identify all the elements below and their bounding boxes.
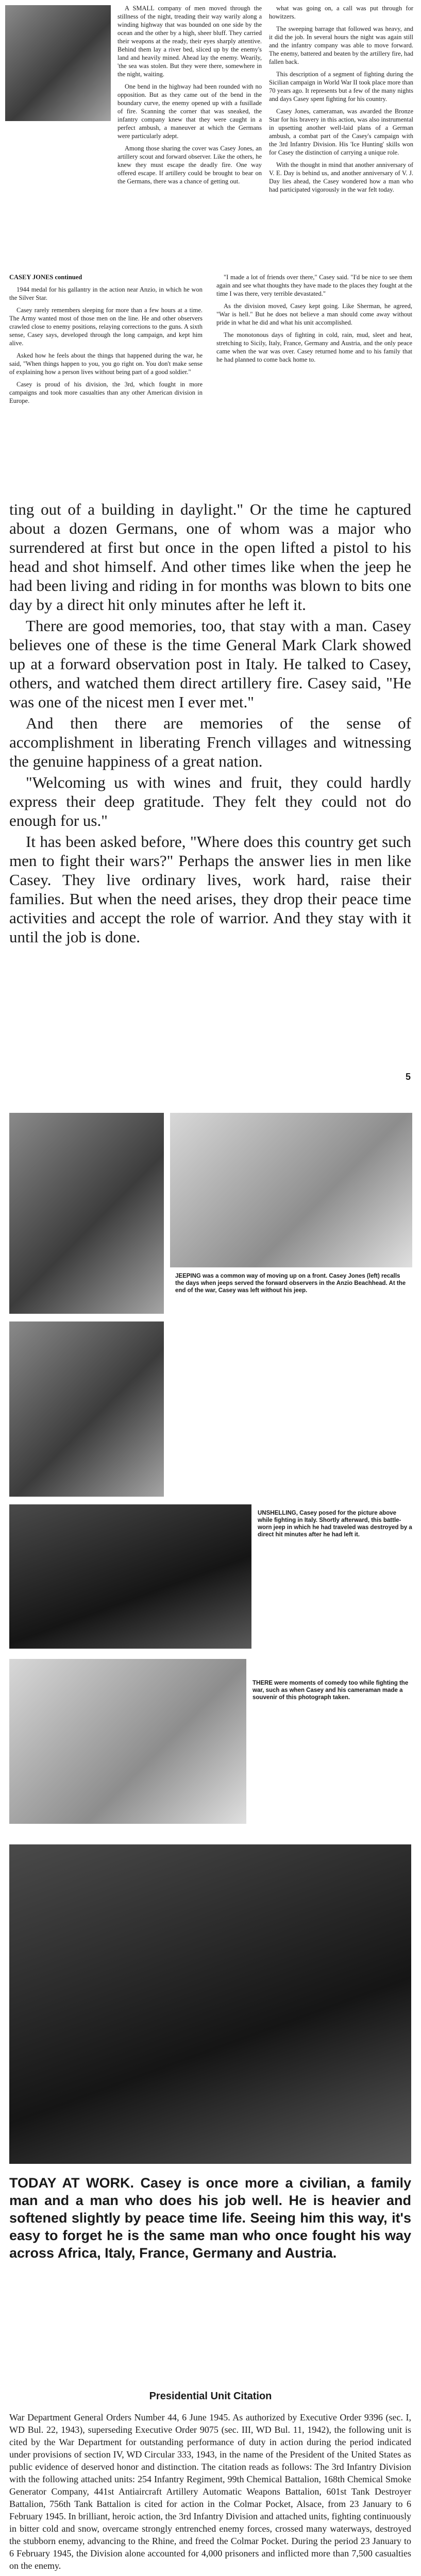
citation-body: War Department General Orders Number 44, 6 June 1945. As authorized by Executive Order 9396 (sec. I, WD Bul. 22, 1943), superseding Executive Order 9075 (sec. III, WD Bul. 11, 1942), the following unit is cited by the War Department for outstanding performance of duty in action during the period indicated under provisions of section IV, WD Circular 333, 1943, in the name of the President of the United States as public evidence of deserved honor and distinction. The citation reads as follows: The 3rd Infantry Division with the following attached units: 254 Infantry Regiment, 99th Chemical Battalion, 168th Chemical Smoke Generator Company, 441st Antiaircraft Artillery Automatic Weapons Battalion, 601st Tank Destroyer Battalion, 756th Tank Battalion is cited for action in the Colmar Pocket, Alsace, from 23 January to 6 February 1945. In brilliant, heroic action, the 3rd Infantry Division and attached units, fighting continuously in bitter cold and snow, overcame strongly entrenched enemy forces, crossed many waterways, destroyed the stubborn enemy, advancing to the Rhine, and freed the Colmar Pocket. During the period 23 January to 6 February 1945, the Division alone accounted for 4,000 prisoners and inflicted more than 7,500 casualties on the enemy. [9, 2412, 411, 2571]
paragraph: what was going on, a call was put through for howitzers. [269, 5, 413, 20]
citation-section [0, 2391, 421, 2576]
today-text: TODAY AT WORK. Casey is once more a civilian, a family man and a man who does his job well. He is heavier and softened slightly by peace time life. Seeing him this way, it's easy to forget he is the same man who once fought his way across Africa, Italy, France, Germany and Austria. [9, 2175, 411, 2261]
unshelling-caption: UNSHELLING, Casey posed for the picture above while fighting in Italy. Shortly afterward, this battle-worn jeep in which he had traveled was destroyed by a direct hit minutes after he had left it. [258, 1510, 412, 1538]
citation-title: Presidential Unit Citation [149, 2391, 272, 2402]
photo-section [0, 1113, 421, 1834]
intro-column-1 [117, 4, 262, 190]
second-soldier-photo [9, 1321, 164, 1497]
paragraph: It has been asked before, "Where does this country get such men to fight their wars?" Perhaps the answer lies in men like Casey. They live ordinary lives, work hard, raise their families. But when the need arises, they drop their peace time activities and accept the role of warrior. And they stay with it until the job is done. [9, 833, 411, 946]
jeep-photo [170, 1113, 412, 1267]
paragraph: The sweeping barrage that followed was heavy, and it did the job. In several hours the night was again still and the infantry company was able to move forward. The enemy, battered and beaten by the artillery fire, had fallen back. [269, 25, 413, 65]
paragraph: With the thought in mind that another anniversary of V. E. Day is behind us, and another anniversary of V. J. Day lies ahead, the Casey wondered how a man who had participated vigorously in the war felt today. [269, 161, 413, 193]
paragraph: "I made a lot of friends over there," Casey said. "I'd be nice to see them again and see what thoughts they have made to the places they fought at the time I was there, very terrible devastated." [216, 274, 412, 297]
paragraph: As the division moved, Casey kept going. Like Sherman, he agreed, "War is hell." But he does not believe a man should come away without pride in what he did and what his unit accomplished. [216, 302, 412, 326]
statue-photo [5, 5, 111, 121]
wrecked-jeep-photo [9, 1504, 251, 1649]
casey-continued-section [0, 273, 421, 489]
paragraph: 1944 medal for his gallantry in the action near Anzio, in which he won the Silver Star. [9, 286, 203, 301]
paragraph: Casey is proud of his division, the 3rd, which fought in more campaigns and took more casualties than any other American division in Europe. [9, 381, 203, 404]
paragraph: This description of a segment of fighting during the Sicilian campaign in World War II took place more than 70 years ago. It represents but a few of the many nights and days Casey spent fighting for his country. [269, 71, 413, 103]
big-text [9, 500, 411, 948]
paragraph: There are good memories, too, that stay with a man. Casey believes one of these is the time General Mark Clark showed up at a forward observation post in Italy. He talked to Casey, others, and watched them direct artillery fire. Casey said, "He was one of the nicest men I ever met." [9, 617, 411, 711]
continued-heading: CASEY JONES continued [9, 274, 82, 281]
today-section [0, 1844, 421, 2380]
intro-column-2 [269, 4, 413, 198]
sign-photo [9, 1659, 246, 1824]
casey-column-2 [216, 273, 412, 368]
paragraph: Casey rarely remembers sleeping for more than a few hours at a time. The Army wanted most of those men on the line. He and other observers crawled close to enemy positions, relaying corrections to the guns. A sixth sense, Casey says, developed through the long campaign, and kept him alive. [9, 307, 203, 347]
paragraph: Among those sharing the cover was Casey Jones, an artillery scout and forward observer. Like the others, he knew they must escape the deadly fire. One way offered escape. If artillery could be brought to bear on the Germans, there was a chance of getting out. [117, 145, 262, 185]
casey-column-1 [9, 273, 203, 409]
casey-at-work-photo [9, 1844, 411, 2164]
jeep-caption: JEEPING was a common way of moving up on a front. Casey Jones (left) recalls the days when jeeps served the forward observers in the Anzio Beachhead. At the end of the war, Casey was left without his jeep. [175, 1273, 406, 1294]
big-text-section [0, 495, 421, 1103]
paragraph: Asked how he feels about the things that happened during the war, he said, "When things happen to you, you go right on. You don't make sense of explaining how a person lives without being part of a good soldier." [9, 352, 203, 376]
tense-caption: THERE were moments of comedy too while fighting the war, such as when Casey and his cameraman made a souvenir of this photograph taken. [252, 1680, 409, 1701]
paragraph: A SMALL company of men moved through the stillness of the night, treading their way warily along a winding highway that was bounded on one side by the ocean and the other by a high, sheer bluff. They carried their weapons at the ready, their eyes sharply attentive. Behind them lay a river bed, sliced up by the enemy's land and heavily mined. Ahead lay the enemy. Wearily, 'the sea was stolen. But they were there, somewhere in the night, waiting. [117, 5, 262, 78]
intro-section [0, 0, 421, 268]
paragraph: The monotonous days of fighting in cold, rain, mud, sleet and heat, stretching to Sicily, Italy, France, Germany and Austria, and the only peace came when the war was over. Casey returned home and to his family that he had planned to come back home to. [216, 331, 412, 363]
paragraph: One bend in the highway had been rounded with no opposition. But as they came out of the bend in the boundary curve, the enemy opened up with a fusillade of fire. Scanning the corner that was sneaked, the infantry company knew that they were caught in a perfect ambush, a maneuver at which the Germans were particularly adept. [117, 83, 262, 140]
paragraph: And then there are memories of the sense of accomplishment in liberating French villages and witnessing the genuine happiness of a great nation. [9, 714, 411, 770]
paragraph: ting out of a building in daylight." Or the time he captured about a dozen Germans, one of whom was a major who surrendered at first but once in the open lifted a pistol to his head and shot himself. And other times like when the jeep he had been living and riding in for months was blown to bits one day by a direct hit only minutes after he left it. [9, 500, 411, 614]
page-number: 5 [405, 1072, 411, 1082]
paragraph: "Welcoming us with wines and fruit, they could hardly express their deep gratitude. They felt they could not do enough for us." [9, 773, 411, 829]
paragraph: Casey Jones, cameraman, was awarded the Bronze Star for his bravery in this action, was also instrumental in upsetting another well-laid plans of a German ambush, a combat part of the Casey's campaign with the 3rd Infantry Division. His 'Ice Hunting' skills won for Casey the distinction of carrying a unique role. [269, 108, 413, 156]
soldier-photo [9, 1113, 164, 1314]
